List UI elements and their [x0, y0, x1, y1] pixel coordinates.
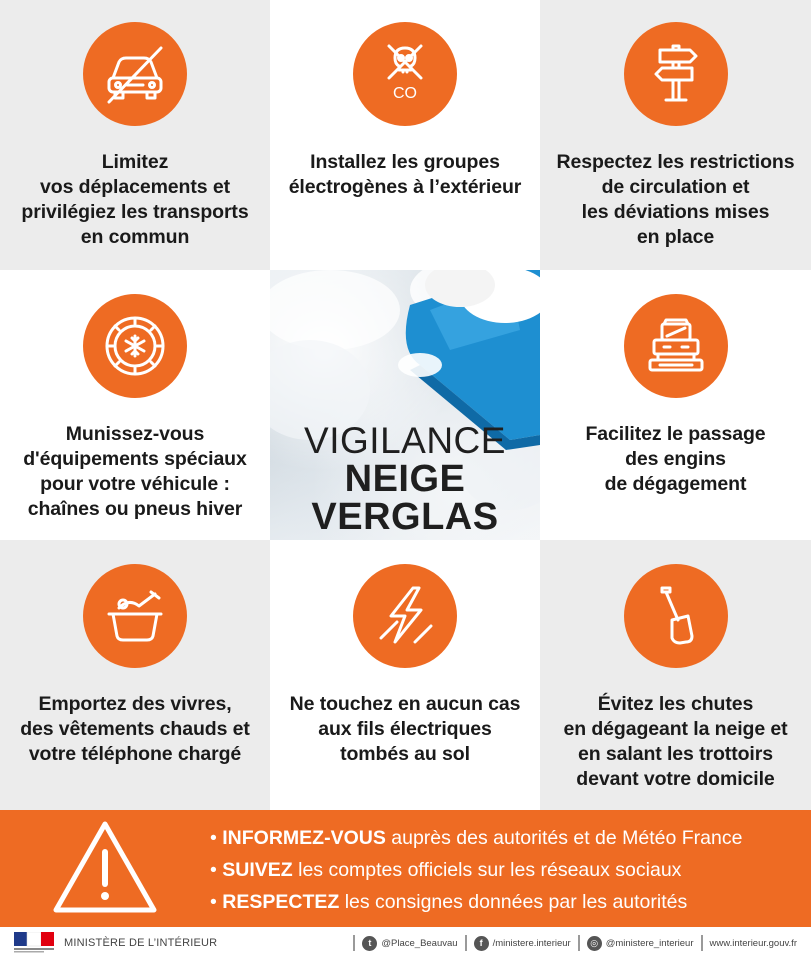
separator — [578, 935, 580, 951]
advice-text: Limitez vos déplacements et privilégiez les transports en commun — [21, 151, 249, 248]
banner-item: • RESPECTEZ les consignes données par les autorités — [210, 891, 688, 913]
twitter-icon: t — [362, 936, 377, 951]
facebook-handle[interactable]: /ministere.interieur — [492, 937, 571, 949]
footer — [0, 927, 811, 960]
signpost-icon — [624, 22, 728, 126]
advice-text: Ne touchez en aucun cas aux fils électriques tombés au sol — [289, 693, 521, 765]
warning-triangle-icon — [50, 818, 160, 918]
advice-cell-restrictions — [540, 0, 811, 270]
banner-list — [210, 822, 742, 918]
website-link[interactable]: www.interieur.gouv.fr — [709, 937, 797, 949]
tire-snowflake-icon — [83, 294, 187, 398]
lightning-icon — [353, 564, 457, 668]
generator-co-icon — [353, 22, 457, 126]
advice-text: Installez les groupes électrogènes à l’extérieur — [288, 151, 522, 198]
ministry-name: MINISTÈRE DE L’INTÉRIEUR — [64, 937, 218, 949]
advice-cell-snowplow — [540, 270, 811, 540]
marianne-logo — [14, 932, 54, 954]
facebook-icon: f — [474, 936, 489, 951]
advice-text: Respectez les restrictions de circulation et les déviations mises en place — [556, 151, 795, 248]
headline-verglas: VERGLAS — [311, 496, 499, 538]
snowplow-icon — [624, 294, 728, 398]
advice-cell-electric-wires — [270, 540, 540, 810]
advice-text: Munissez-vous d'équipements spéciaux pour votre véhicule : chaînes ou pneus hiver — [23, 423, 247, 520]
co-label: CO — [393, 85, 417, 102]
advice-cell-supplies — [0, 540, 270, 810]
advice-cell-limit-travel — [0, 0, 270, 270]
separator — [353, 935, 355, 951]
advice-text: Emportez des vivres, des vêtements chauds et votre téléphone chargé — [20, 693, 250, 765]
cooking-pot-icon — [83, 564, 187, 668]
advice-text: Évitez les chutes en dégageant la neige et en salant les trottoirs devant votre domicile — [563, 693, 788, 790]
shovel-icon — [624, 564, 728, 668]
separator — [465, 935, 467, 951]
headline-neige: NEIGE — [344, 458, 466, 500]
advice-cell-generators — [270, 0, 540, 270]
social-links — [350, 935, 797, 951]
instagram-handle[interactable]: @ministere_interieur — [605, 937, 694, 949]
banner-item: • INFORMEZ-VOUS auprès des autorités et de Météo France — [210, 827, 743, 849]
info-banner — [0, 810, 811, 927]
car-crossed-icon — [83, 22, 187, 126]
banner-item: • SUIVEZ les comptes officiels sur les réseaux sociaux — [210, 859, 682, 881]
instagram-icon: ◎ — [587, 936, 602, 951]
advice-cell-equipment — [0, 270, 270, 540]
vigilance-photo — [270, 270, 540, 540]
separator — [701, 935, 703, 951]
twitter-handle[interactable]: @Place_Beauvau — [381, 937, 458, 949]
headline-vigilance: VIGILANCE — [304, 420, 506, 461]
advice-cell-falls — [540, 540, 811, 810]
advice-text: Facilitez le passage des engins de dégagement — [585, 423, 766, 495]
